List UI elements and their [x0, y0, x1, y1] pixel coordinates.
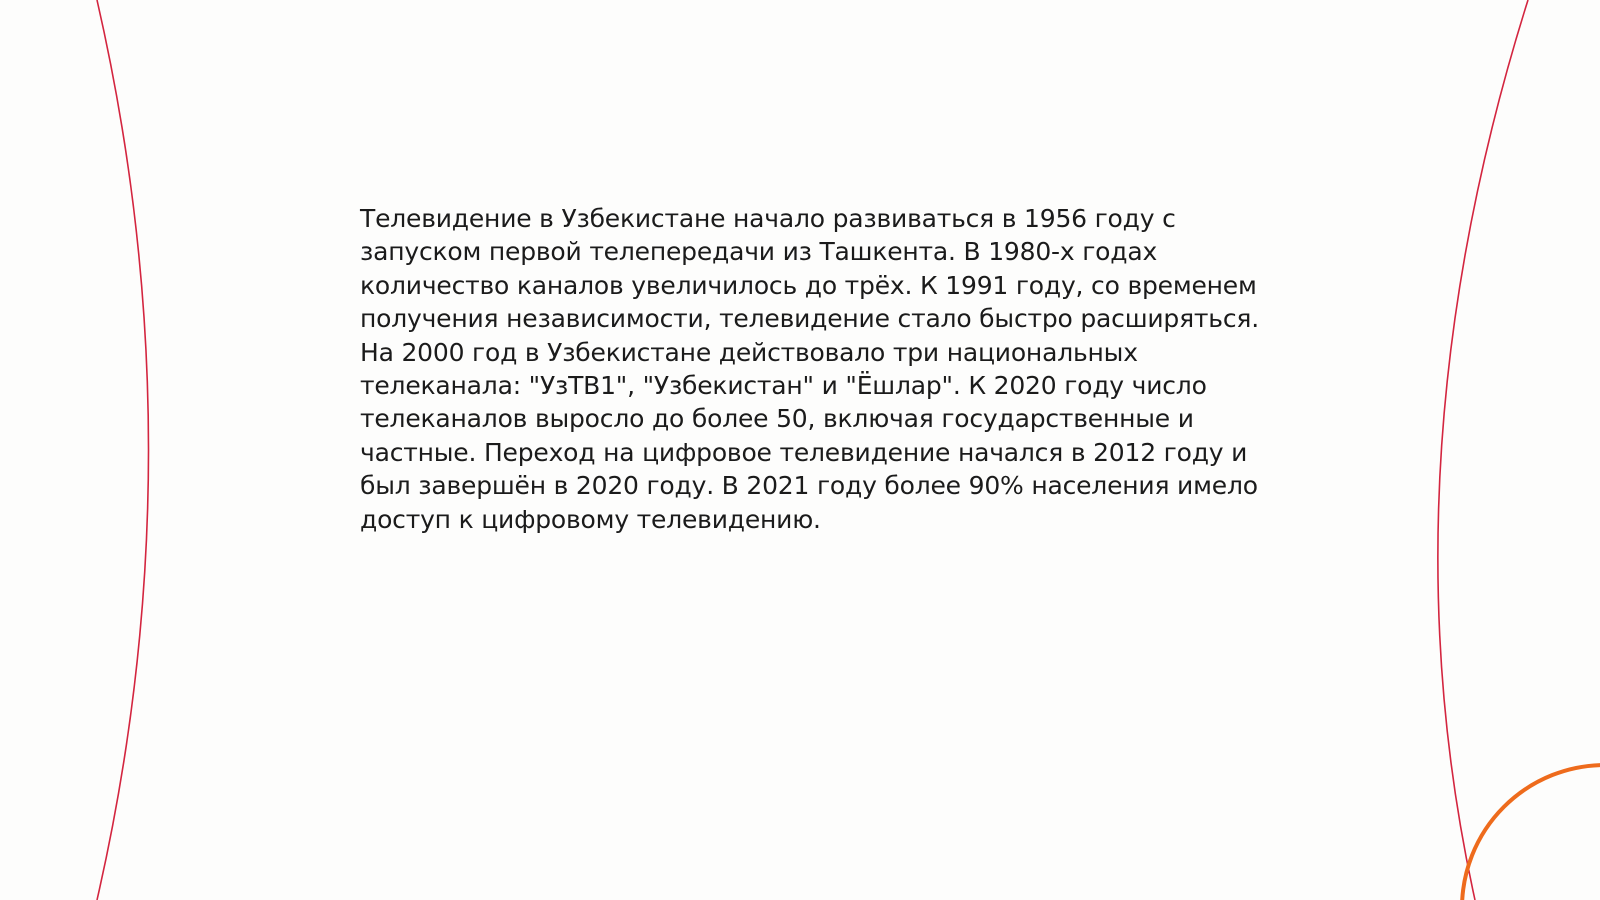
right-curve-line — [1438, 0, 1528, 900]
orange-accent-arc — [1462, 765, 1600, 900]
body-paragraph: Телевидение в Узбекистане начало развиваться в 1956 году с запуском первой телепередачи из Ташкента. В 1980-х годах количество каналов увеличилось до трёх. К 1991 году, со временем получения независимости, телевидение стало быстро расширяться. На 2000 год в Узбекистане действовало три национальных телеканала: "УзТВ1", "Узбекистан" и "Ёшлар". К 2020 году число телеканалов выросло до более 50, включая государственные и частные. Переход на цифровое телевидение начался в 2012 году и был завершён в 2020 году. В 2021 году более 90% населения имело доступ к цифровому телевидению. — [360, 204, 1259, 534]
left-curve-line — [97, 0, 149, 900]
